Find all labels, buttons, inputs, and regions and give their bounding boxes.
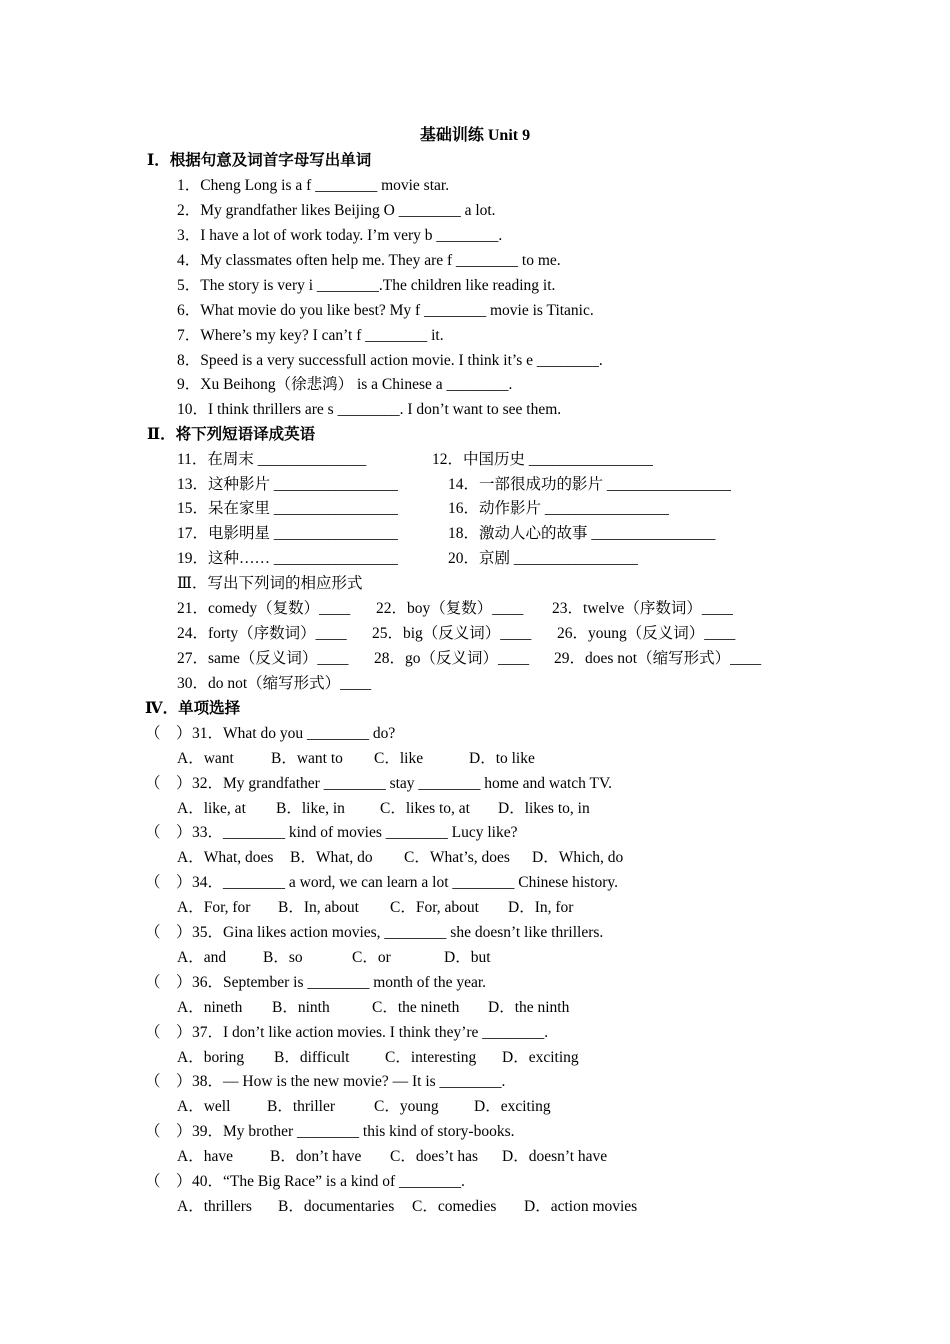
q31-option-a: A．want	[177, 750, 234, 767]
q40-option-d: D．action movies	[524, 1198, 638, 1215]
s3-item-29: 29．does not（缩写形式）____	[554, 650, 762, 667]
s2-item-12: 12．中国历史 ________________	[432, 451, 653, 468]
q36-option-d: D．the ninth	[488, 999, 570, 1016]
q34-option-c: C．For, about	[390, 899, 479, 916]
q37-option-c: C．interesting	[385, 1049, 477, 1066]
s3-item-26: 26．young（反义词）____	[557, 625, 736, 642]
q38-option-c: C．young	[374, 1098, 439, 1115]
q33-option-c: C．What’s, does	[404, 849, 510, 866]
section-4-heading: Ⅳ．单项选择	[145, 700, 241, 717]
s2-item-15: 15．呆在家里 ________________	[177, 500, 398, 517]
q31-option-d: D．to like	[469, 750, 535, 767]
q31-option-c: C．like	[374, 750, 424, 767]
answer-bracket: （ ）	[145, 824, 192, 841]
s1-item-6: 6．What movie do you like best? My f ________ movie is Titanic.	[177, 302, 594, 319]
s2-item-11: 11．在周末 ______________	[177, 451, 367, 468]
answer-bracket: （ ）	[145, 874, 192, 891]
question-33: 33．________ kind of movies ________ Lucy like?	[192, 824, 518, 841]
q36-option-c: C．the nineth	[372, 999, 460, 1016]
answer-bracket: （ ）	[145, 924, 192, 941]
question-39: 39．My brother ________ this kind of story-books.	[192, 1123, 515, 1140]
s1-item-5: 5．The story is very i ________.The children like reading it.	[177, 277, 556, 294]
question-34: 34．________ a word, we can learn a lot ________ Chinese history.	[192, 874, 619, 891]
q40-option-b: B．documentaries	[278, 1198, 395, 1215]
section-1-heading: Ⅰ．根据句意及词首字母写出单词	[147, 152, 372, 169]
q34-option-d: D．In, for	[508, 899, 574, 916]
answer-bracket: （ ）	[145, 725, 192, 742]
s3-item-30: 30．do not（缩写形式）____	[177, 675, 372, 692]
q38-option-b: B．thriller	[267, 1098, 336, 1115]
q37-option-a: A．boring	[177, 1049, 245, 1066]
answer-bracket: （ ）	[145, 1073, 192, 1090]
s1-item-7: 7．Where’s my key? I can’t f ________ it.	[177, 327, 444, 344]
q38-option-d: D．exciting	[474, 1098, 551, 1115]
question-37: 37．I don’t like action movies. I think they’re ________.	[192, 1024, 549, 1041]
s2-item-20: 20．京剧 ________________	[448, 550, 638, 567]
q39-option-a: A．have	[177, 1148, 233, 1165]
s3-item-28: 28．go（反义词）____	[374, 650, 530, 667]
q37-option-b: B．difficult	[274, 1049, 350, 1066]
q33-option-d: D．Which, do	[532, 849, 624, 866]
q35-option-d: D．but	[444, 949, 491, 966]
q33-option-a: A．What, does	[177, 849, 274, 866]
q34-option-a: A．For, for	[177, 899, 251, 916]
q38-option-a: A．well	[177, 1098, 231, 1115]
q34-option-b: B．In, about	[278, 899, 359, 916]
s1-item-1: 1．Cheng Long is a f ________ movie star.	[177, 177, 450, 194]
s2-item-14: 14．一部很成功的影片 ________________	[448, 476, 731, 493]
q39-option-c: C．does’t has	[390, 1148, 478, 1165]
q32-option-a: A．like, at	[177, 800, 246, 817]
s1-item-2: 2．My grandfather likes Beijing O ________ a lot.	[177, 202, 496, 219]
q40-option-a: A．thrillers	[177, 1198, 252, 1215]
q36-option-a: A．nineth	[177, 999, 243, 1016]
question-35: 35．Gina likes action movies, ________ she doesn’t like thrillers.	[192, 924, 604, 941]
question-36: 36．September is ________ month of the year.	[192, 974, 487, 991]
s1-item-4: 4．My classmates often help me. They are f ________ to me.	[177, 252, 561, 269]
q32-option-d: D．likes to, in	[498, 800, 590, 817]
s3-item-27: 27．same（反义词）____	[177, 650, 349, 667]
q36-option-b: B．ninth	[272, 999, 330, 1016]
answer-bracket: （ ）	[145, 1024, 192, 1041]
section-3-heading: Ⅲ．写出下列词的相应形式	[177, 575, 363, 592]
s2-item-16: 16．动作影片 ________________	[448, 500, 669, 517]
s3-item-21: 21．comedy（复数）____	[177, 600, 351, 617]
question-40: 40．“The Big Race” is a kind of ________.	[192, 1173, 465, 1190]
s3-item-22: 22．boy（复数）____	[376, 600, 524, 617]
q32-option-b: B．like, in	[276, 800, 345, 817]
q33-option-b: B．What, do	[290, 849, 373, 866]
s1-item-10: 10．I think thrillers are s ________. I don’t want to see them.	[177, 401, 562, 418]
q37-option-d: D．exciting	[502, 1049, 579, 1066]
answer-bracket: （ ）	[145, 775, 192, 792]
s3-item-23: 23．twelve（序数词）____	[552, 600, 733, 617]
s3-item-25: 25．big（反义词）____	[372, 625, 532, 642]
s3-item-24: 24．forty（序数词）____	[177, 625, 347, 642]
question-38: 38．— How is the new movie? — It is ________.	[192, 1073, 506, 1090]
q35-option-b: B．so	[263, 949, 303, 966]
q32-option-c: C．likes to, at	[380, 800, 470, 817]
q31-option-b: B．want to	[271, 750, 343, 767]
s2-item-13: 13．这种影片 ________________	[177, 476, 398, 493]
question-32: 32．My grandfather ________ stay ________ home and watch TV.	[192, 775, 613, 792]
answer-bracket: （ ）	[145, 1173, 192, 1190]
page-title: 基础训练 Unit 9	[419, 127, 531, 144]
s2-item-19: 19．这种…… ________________	[177, 550, 398, 567]
question-31: 31．What do you ________ do?	[192, 725, 396, 742]
s2-item-18: 18．激动人心的故事 ________________	[448, 525, 716, 542]
s1-item-9: 9．Xu Beihong（徐悲鸿） is a Chinese a ________.	[177, 376, 513, 393]
s1-item-8: 8．Speed is a very successfull action movie. I think it’s e ________.	[177, 352, 603, 369]
answer-bracket: （ ）	[145, 1123, 192, 1140]
section-2-heading: Ⅱ．将下列短语译成英语	[147, 426, 316, 443]
q39-option-b: B．don’t have	[270, 1148, 362, 1165]
q35-option-a: A．and	[177, 949, 227, 966]
q40-option-c: C．comedies	[412, 1198, 497, 1215]
q39-option-d: D．doesn’t have	[502, 1148, 608, 1165]
s2-item-17: 17．电影明星 ________________	[177, 525, 398, 542]
q35-option-c: C．or	[352, 949, 391, 966]
answer-bracket: （ ）	[145, 974, 192, 991]
s1-item-3: 3．I have a lot of work today. I’m very b ________.	[177, 227, 503, 244]
